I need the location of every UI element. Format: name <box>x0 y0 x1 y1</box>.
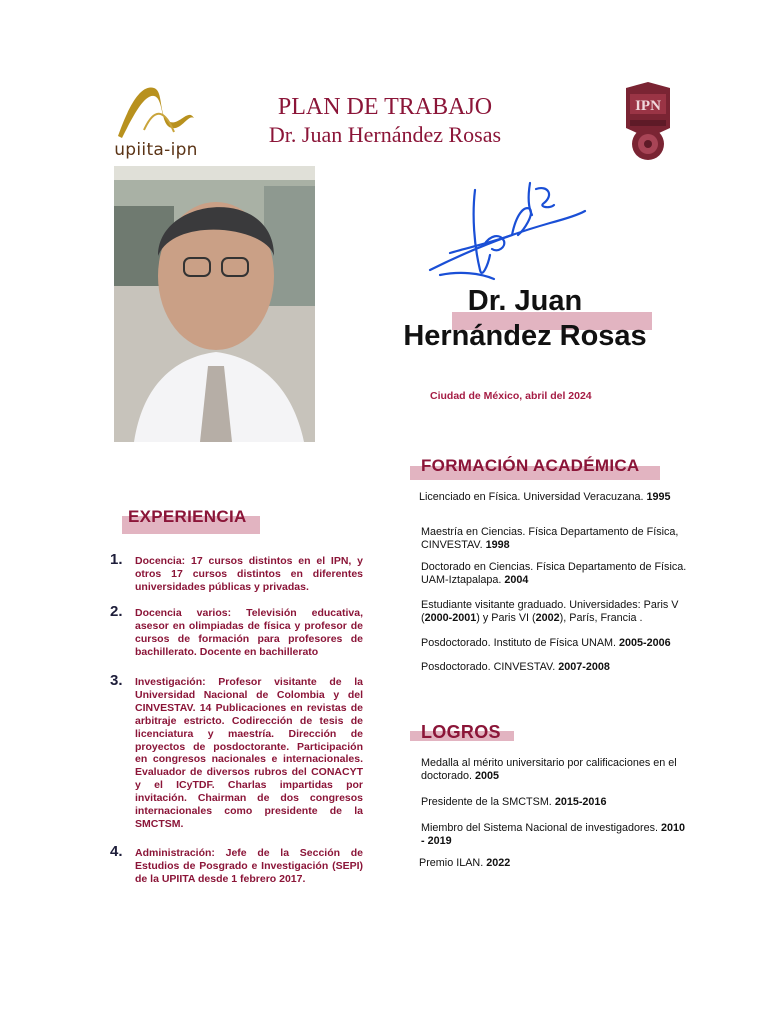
formacion-item: Posdoctorado. CINVESTAV. 2007-2008 <box>421 661 610 673</box>
profile-name-line1: Dr. Juan <box>467 285 583 317</box>
formacion-item: Licenciado en Física. Universidad Veracuzana. 1995 <box>419 491 671 503</box>
document-title <box>212 94 558 148</box>
logros-item: Presidente de la SMCTSM. 2015-2016 <box>421 796 607 808</box>
formacion-item: Maestría en Ciencias. Física Departamento de Física, CINVESTAV. 1998 <box>421 526 679 551</box>
profile-name-line2: Hernández Rosas <box>403 320 647 352</box>
portrait-image <box>114 166 315 442</box>
experiencia-item-number: 4. <box>110 843 123 860</box>
experiencia-item-number: 2. <box>110 603 123 620</box>
signature-image <box>420 175 590 285</box>
experiencia-item-text: Docencia varios: Televisión educativa, asesor en olimpiadas de física y profesor de cursos de formación para profesores de bachillerato. Docente en bachillerato <box>135 607 363 658</box>
date-location: Ciudad de México, abril del 2024 <box>430 390 592 402</box>
formacion-item: Doctorado en Ciencias. Física Departamento de Física. UAM-Iztapalapa. 2004 <box>421 561 687 586</box>
formacion-heading: FORMACIÓN ACADÉMICA <box>421 456 640 475</box>
profile-photo <box>114 166 315 442</box>
logros-heading: LOGROS <box>421 722 501 742</box>
experiencia-item-text: Investigación: Profesor visitante de la Universidad Nacional de Colombia y del CINVESTAV. 14 Publicaciones en revistas de arbitraje estricto. Codirección de tesis de licenciatura y maestría. Dirección de proyectos de posdoctorante. Participación en congresos nacionales e internacionales. Evaluador de diversos rubros del CONACYT y el ICyTDF. Charlas impartidas por invitación. Chairman de dos congresos internacionales como presidente de la SMCTSM. <box>135 676 363 830</box>
upiita-swirl-icon <box>114 78 198 140</box>
profile-name <box>380 284 670 354</box>
formacion-item: Posdoctorado. Instituto de Física UNAM. 2005-2006 <box>421 637 671 649</box>
upiita-logo-text: upiita-ipn <box>114 140 198 160</box>
experiencia-item-number: 3. <box>110 672 123 689</box>
experiencia-item-text: Docencia: 17 cursos distintos en el IPN, y otros 17 cursos distintos en diferentes universidades públicas y privadas. <box>135 555 363 593</box>
logros-item: Miembro del Sistema Nacional de investigadores. 2010 - 2019 <box>421 822 686 847</box>
experiencia-item-number: 1. <box>110 551 123 568</box>
experiencia-heading: EXPERIENCIA <box>128 507 247 526</box>
logros-item: Premio ILAN. 2022 <box>419 857 511 869</box>
experiencia-item-text: Administración: Jefe de la Sección de Estudios de Posgrado e Investigación (SEPI) de la UPIITA desde 1 febrero 2017. <box>135 847 363 885</box>
formacion-item: Estudiante visitante graduado. Universidades: Paris V (2000-2001) y Paris VI (2002), París, Francia . <box>421 599 679 624</box>
ipn-emblem-icon <box>620 80 676 166</box>
svg-text:IPN: IPN <box>635 98 661 114</box>
signature <box>420 175 590 285</box>
ipn-logo <box>620 80 676 166</box>
logros-item: Medalla al mérito universitario por calificaciones en el doctorado. 2005 <box>421 757 677 782</box>
upiita-logo <box>106 78 202 160</box>
plan-subtitle: Dr. Juan Hernández Rosas <box>268 122 502 147</box>
plan-title: PLAN DE TRABAJO <box>277 94 493 120</box>
